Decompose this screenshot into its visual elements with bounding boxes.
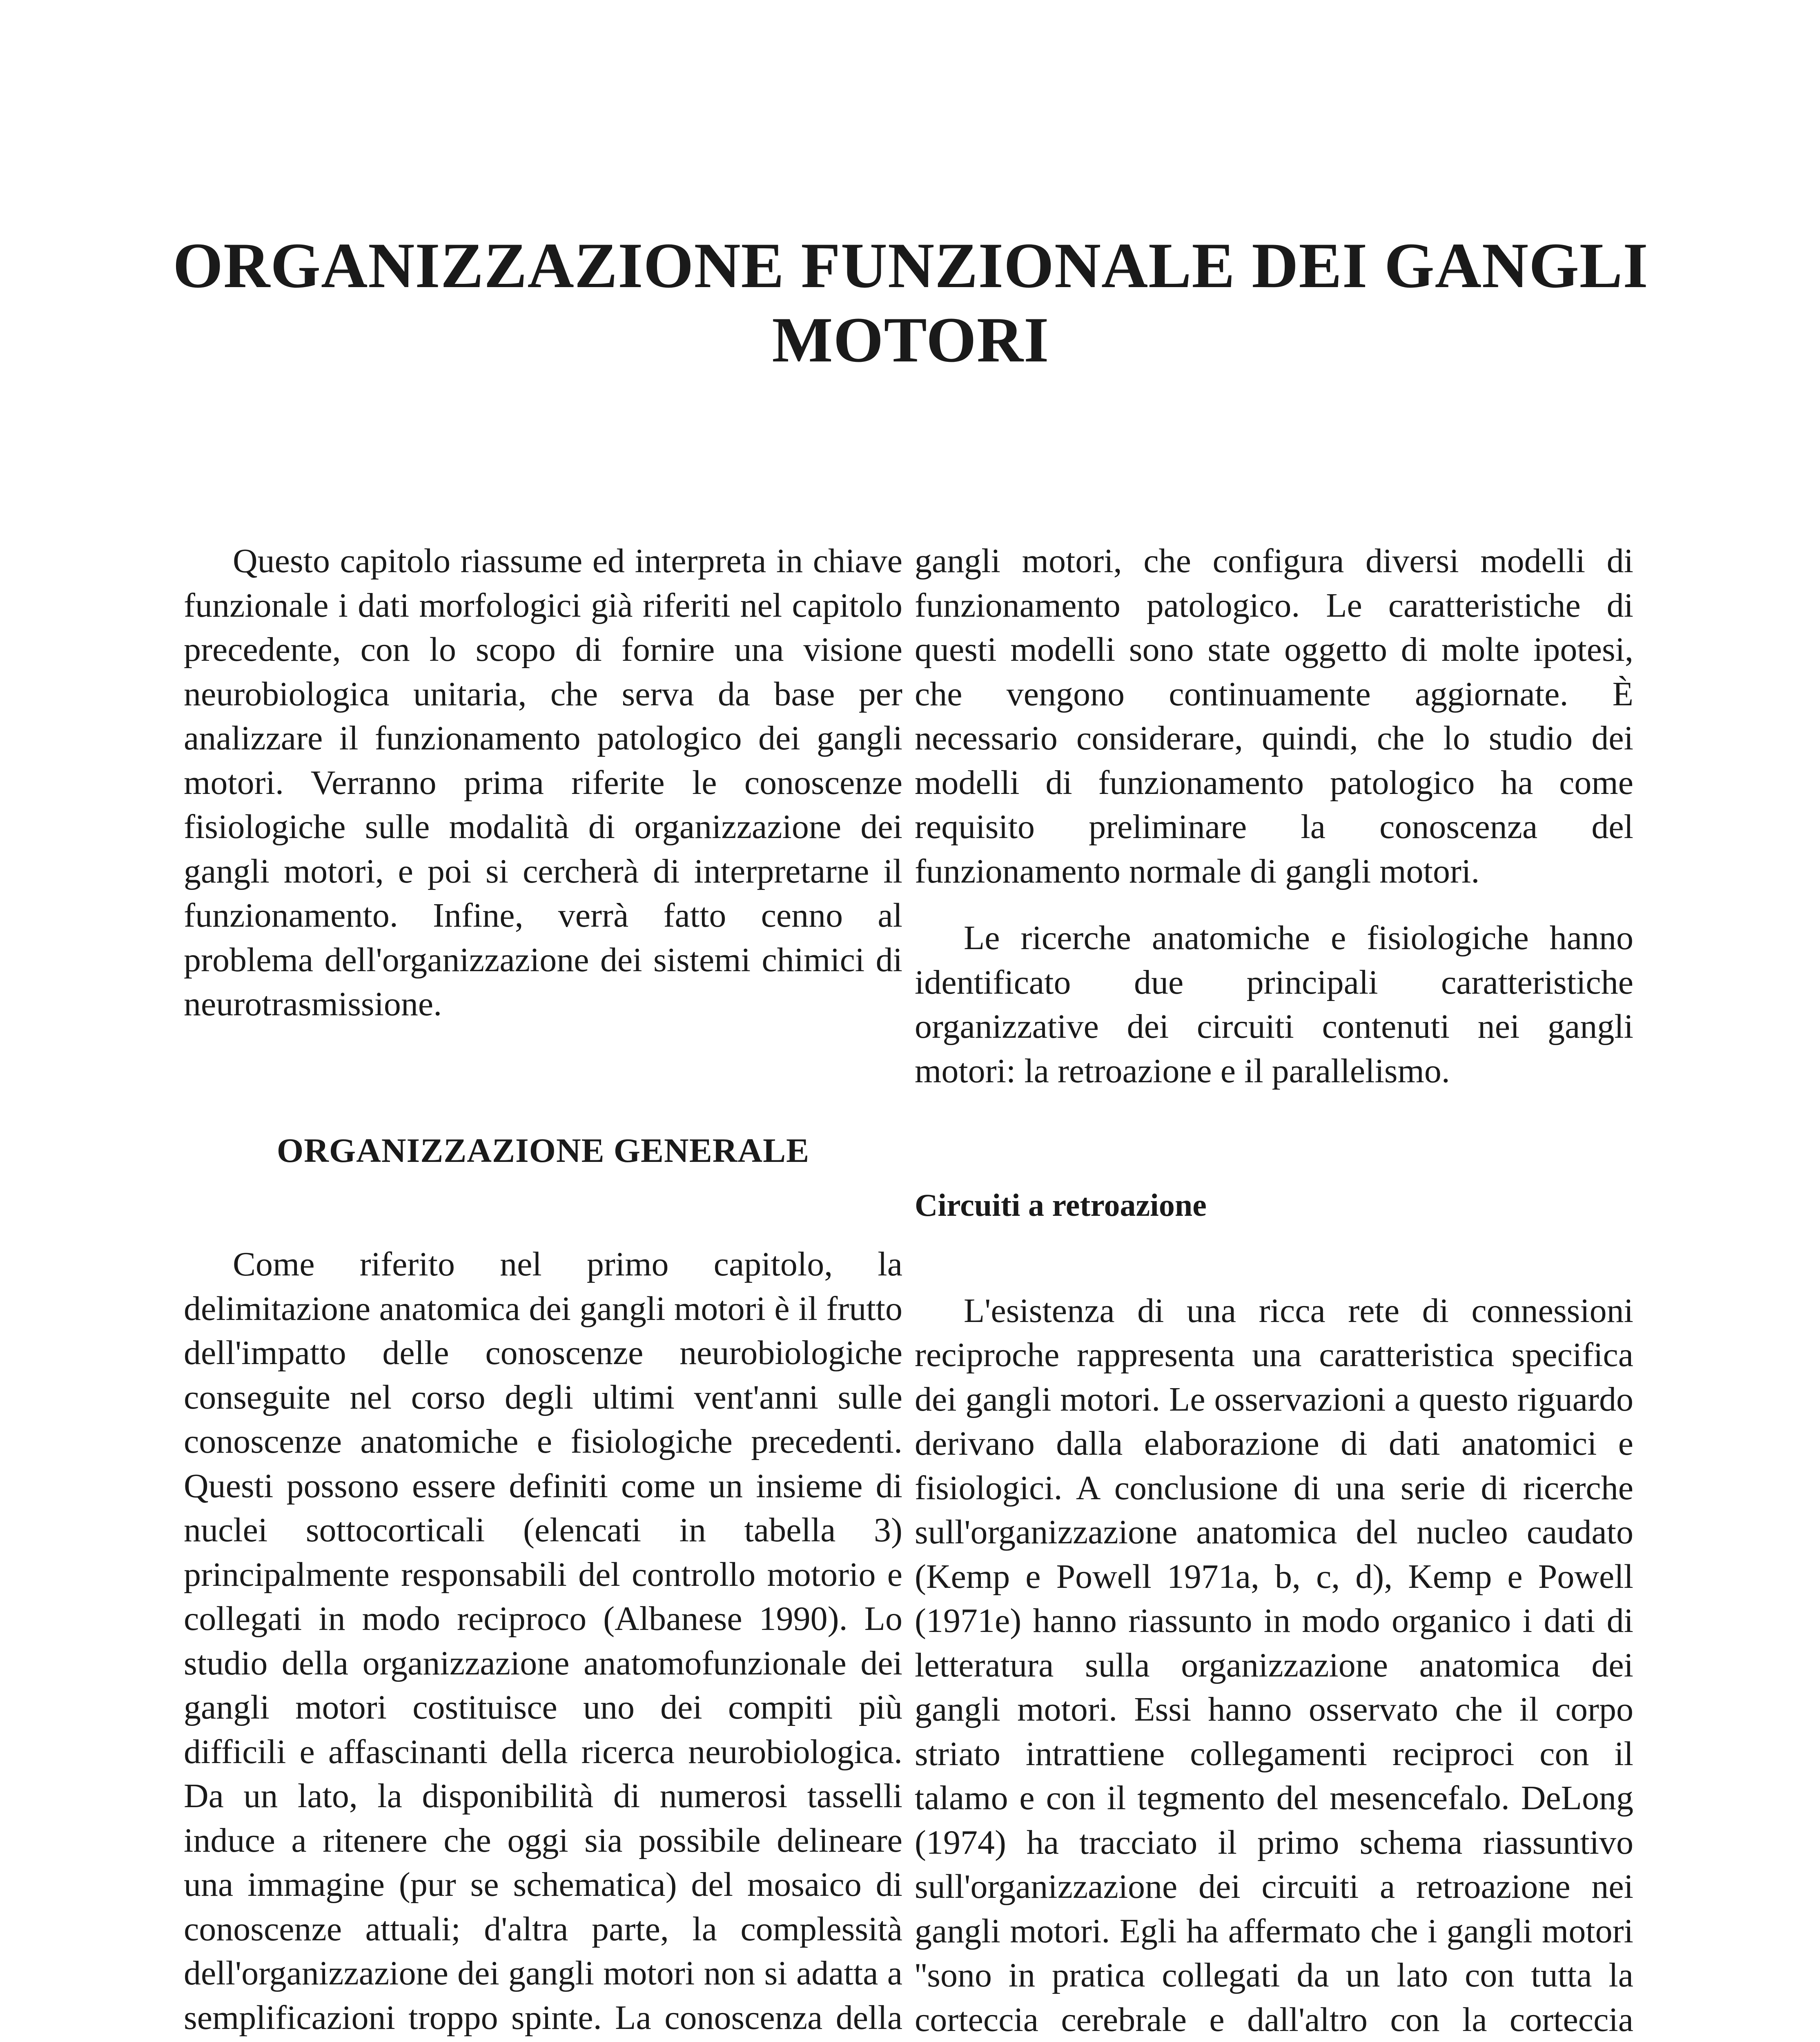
spacer — [915, 1228, 1633, 1289]
subsection-heading: Circuiti a retroazione — [915, 1187, 1207, 1223]
research-paragraph: Le ricerche anatomiche e fisiologiche hanno identificato due principali caratteristiche organizzative dei circuiti contenuti nei gangli motori: la retroazione e il parallelismo. — [915, 919, 1633, 1090]
spacer — [915, 1093, 1633, 1183]
continued-paragraph: gangli motori, che configura diversi modelli di funzionamento patologico. Le caratteristiche di questi modelli sono state oggetto di molte ipotesi, che vengono continuamente aggiornate. È necessario considerare, quindi, che lo studio dei modelli di funzionamento patologico ha come requisito preliminare la conoscenza del funzionamento normale di gangli motori. — [915, 542, 1633, 890]
spacer — [184, 1027, 902, 1129]
section-heading: ORGANIZZAZIONE GENERALE — [276, 1131, 810, 1170]
page-title: ORGANIZZAZIONE FUNZIONALE DEI GANGLI MOTORI — [173, 230, 1648, 376]
feedback-circuits-paragraph: L'esistenza di una ricca rete di connessioni reciproche rappresenta una caratteristica specifica dei gangli motori. Le osservazioni a questo riguardo derivano dalla elaborazione di dati anatomici e fisiologici. A conclusione di una serie di ricerche sull'organizzazione anatomica del nucleo caudato (Kemp e Powell 1971a, b, c, d), Kemp e Powell (1971e) hanno riassunto in modo organico i dati di letteratura sulla organizzazione anatomica dei gangli motori. Essi hanno osservato che il corpo striato intrattiene collegamenti reciproci con il talamo e con il tegmento del mesencefalo. DeLong (1974) ha tracciato il primo schema riassuntivo sull'organizzazione dei circuiti a retroazione nei gangli motori. Egli ha affermato che i gangli motori ''sono in pratica collegati da un lato con tutta la corteccia cerebrale e dall'altro con la corteccia — [915, 1291, 1633, 2039]
intro-paragraph: Questo capitolo riassume ed interpreta in chiave funzionale i dati morfologici già riferiti nel capitolo precedente, con lo scopo di fornire una visione neurobiologica unitaria, che serva da base per analizzare il funzionamento patologico dei gangli motori. Verranno prima riferite le conoscenze fisiologiche sulle modalità di organizzazione dei gangli motori, e poi si cercherà di interpretarne il funzionamento. Infine, verrà fatto cenno al problema dell'organizzazione dei sistemi chimici di neurotrasmissione. — [184, 542, 902, 1023]
right-column — [915, 539, 1633, 2042]
section-body-paragraph: Come riferito nel primo capitolo, la delimitazione anatomica dei gangli motori è il frutto dell'impatto delle conoscenze neurobiologiche conseguite nel corso degli ultimi vent'anni sulle conoscenze anatomiche e fisiologiche precedenti. Questi possono essere definiti come un insieme di nuclei sottocorticali (elencati in tabella 3) principalmente responsabili del controllo motorio e collegati in modo reciproco (Albanese 1990). Lo studio della organizzazione anatomofunzionale dei gangli motori costituisce uno dei compiti più difficili e affascinanti della ricerca neurobiologica. Da un lato, la disponibilità di numerosi tasselli induce a ritenere che oggi sia possibile delineare una immagine (pur se schematica) del mosaico di conoscenze attuali; d'altra parte, la complessità dell'organizzazione dei gangli motori non si adatta a semplificazioni troppo spinte. La conoscenza della — [184, 1245, 902, 2037]
spacer — [184, 1173, 902, 1242]
spacer — [915, 894, 1633, 916]
left-column — [184, 539, 902, 2042]
